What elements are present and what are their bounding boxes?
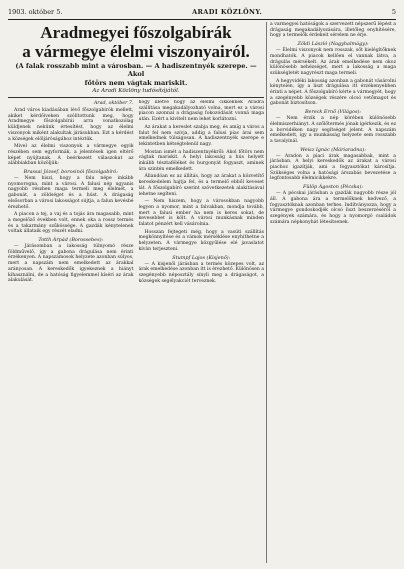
paragraph: — Aradon a piaci árak magasabbak, mint a járásban. A helyi kereskedők az árakat a városi piachoz igazítják, ami a fogyasztókat károsítja. Szükséges volna a hatósági árszabás bevezetése a legfontosabb élelmicikkekre. — [270, 153, 396, 182]
article-title-line-1: Aradmegyei főszolgabírák — [40, 23, 232, 42]
article-columns — [8, 100, 264, 286]
article-subtitle-line-1: (A falak rosszabb mint a városban. — A hadiszentnyék szerepe. — Akol — [15, 62, 257, 78]
paragraph: Hosszan fejtegeti még, hogy a vasúti szállítás megkönnyítése és a vámok mérséklése enyhíthetne a helyzeten. A vármegye közgyűlése elé javaslatot kíván terjeszteni. — [138, 229, 264, 252]
paragraph: hogy illetve hogy az élelmi cikkeknek Aradra szállítása megakadályozható volna, mert ez a városi piacon azonnal a drágaság fokozódását vonná maga után. Ezért a kivitelt nem lehet korlátozni. — [138, 100, 264, 123]
section-heading: Fülöp Ágoston (Pécska): — [302, 184, 364, 191]
dateline: Arad, október 7. — [93, 101, 134, 106]
paragraph: — Nem érzik a nép körében különösebb élelmiszerhiányt. A szőlőtermés jónak ígérkezik, és ez a borvidéken nagy segítséget jelent. A napszám emelkedett, így a munkásság helyzete sem rosszabb a tavalyinál. — [270, 116, 396, 144]
paragraph: — A kisjenői járásban a termés közepes volt, az árak emelkedése azonban itt is érezhető. Különösen a szegényebb néposztály sínyli meg a drágaságot, a községek segélyakciót terveznek. — [138, 261, 264, 284]
article-byline: Az Aradi Közlöny tudósítójától. — [92, 88, 180, 94]
paragraph: Állandóan ez az állítás, hogy az árakat a közvetítő kereskedelem hajtja fel, és a termelő ebből keveset lát. A főszolgabíró szerint szövetkezetek alakításával lehetne segíteni. — [138, 174, 264, 197]
main-article — [8, 22, 264, 286]
paragraph: — Élelmi viszonyok nem rosszak, sőt kielégítőknek mondhatók. A piacok kellően el vannak látva, a drágulás mérsékelt. Az árak emelkedése nem okoz különösebb nehézséget, mert a lakosság a maga szükségletét nagyrészt maga termeli. — [270, 48, 396, 76]
article-column-b — [139, 100, 265, 286]
paragraph: — A pécskai járásban a gazdák nagyobb része jól áll. A gabona ára a termelőknek kedvező, a fogyasztóknak azonban terhes. Indítványozza, hogy a vármegye gondoskodjék olcsó liszt beszerzéséről a szegények számára, és hogy a nyomorgó családok számára népkonyhát létesítsenek. — [270, 191, 396, 225]
divider — [8, 97, 264, 98]
paragraph: — Járásomban a lakosság túlnyomó része földművelő, így a gabona drágulása nem érinti érzékenyen. A napszámosok helyzete azonban súlyos, mert a napszám nem emelkedett az árakkal arányosan. A kereskedők igyekeznek a hiányt kihasználni, de a hatóság figyelemmel kíséri az árak alakulását. — [8, 244, 134, 284]
paragraph: A hegyvidéki lakosság azonban a gabonát vásárolni kénytelen, így a liszt drágulása itt érzékenyebben érinti a népet. A főszolgabíró kérte a vármegyét, hogy a szegényebb községek részére olcsó vetőmagot és gabonát biztosítson. — [270, 78, 396, 107]
article-subtitle-line-2: főtörs nem vágtak mariskit. — [84, 79, 188, 87]
paragraph: Mivel az élelmi viszonyok a vármegye egyik részében sem egyformák, a jelentések igen eltérő képet nyújtanak. A beérkezett válaszokat az alábbiakban közöljük: — [8, 144, 134, 167]
section-heading: Weisz Ignác (Máriaradna): — [300, 146, 366, 153]
article-column-c — [270, 22, 396, 227]
header-date: 1903. október 5. — [8, 8, 63, 16]
article-title-line-2: a vármegye élelmi viszonyairól. — [22, 42, 250, 61]
section-heading: Brassai József, borosinói főszolgabíró: — [23, 169, 118, 176]
paragraph: — Nem hiszem, hogy a városokban nagyobb legyen a nyomor, mint a falvakban, mondja tovább, mert a falusi ember ha nem is keres sokat, de kevesebbet is költ. A városi munkásnak minden falatot pénzért kell vásárolnia. — [138, 199, 264, 228]
column-divider — [266, 22, 267, 563]
paragraph: Arad város kiadásában lévő főszolgabírók mellett, akiket kérdőiveken szólítottunk meg, hogy Aradmegye főszolgabírái arra vonatkozólag küldjenek nekünk értesítést, hogy az élelmi viszonyok miként alakultak járásukban. Ezt a kérdést a községek elöljáróságához intéztük. — [8, 108, 134, 142]
header-page-number: 5 — [391, 8, 396, 16]
section-heading: Stumpf Lajos (Kisjenő): — [172, 254, 231, 261]
paragraph: Az árakat a kereslet szabja meg, és amíg a város a falut fel nem szívja, addig a falusi piac árai sem emelkednek túlságosan. A hadiszentnyék szerepe e tekintetben kétségtelenül nagy. — [138, 124, 264, 147]
paragraph: Mostan ismét a hadiszentnyékről: Akol főtörs nem vágtak mariskit. A helyi lakosság a hús helyett inkább tésztaféléket és burgonyát fogyaszt, aminek ára szintén emelkedett. — [138, 149, 264, 172]
paragraph: a varmegyei hatóságok a szervezett népszerű lépést a drágaság megakadályozására, illetőleg enyhítésére, hogy a termelők érdekeit sérelem ne érje. — [270, 22, 396, 39]
section-heading: Bereck Ernő (Világos): — [304, 109, 362, 116]
section-heading: Zöldi László (Nagyhalmágy): — [297, 41, 369, 48]
article-column-a — [8, 100, 134, 286]
paragraph: A piacon a tej, a vaj és a tojás ára magasabb, mint a megelőző években volt, ennek oka a rossz termés és a takarmány szűkössége. A gazdák kénytelenek voltak állataik egy részét eladni. — [8, 212, 134, 235]
header-masthead: ARADI KÖZLÖNY. — [192, 8, 263, 16]
paragraph: — Nem hiszi, hogy a falu népe inkább nyomorogna, mint a városi. A falusi nép ugyanis nagyobb részben maga termeli meg élelmét, a gabonát, a zöldséget és a húst. A drágaság elsősorban a városi lakosságot sújtja, a falun kevésbé érezhető. — [8, 176, 134, 210]
page-header — [8, 7, 396, 20]
section-heading: Totth Árpád (Borossebes): — [38, 237, 104, 244]
